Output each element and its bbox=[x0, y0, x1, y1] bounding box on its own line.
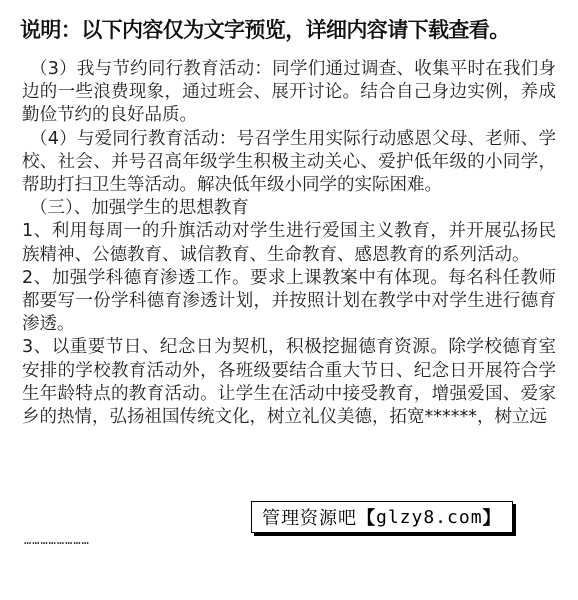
site-watermark bbox=[251, 501, 513, 533]
truncation-dots: …………………… bbox=[24, 533, 90, 547]
preview-notice: 说明：以下内容仅为文字预览，详细内容请下载查看。 bbox=[20, 18, 510, 42]
watermark-site: glzy8.com bbox=[376, 506, 483, 528]
paragraph-point-1: 1、利用每周一的升旗活动对学生进行爱国主义教育，并开展弘扬民族精神、公德教育、诚信教育、生命教育、感恩教育的系列活动。 bbox=[22, 221, 556, 265]
paragraph-item-4: （4）与爱同行教育活动：号召学生用实际行动感恩父母、老师、学校、社会、并号召高年级学生积极主动关心、爱护低年级的小同学，帮助打扫卫生等活动。解决低年级小同学的实际困难。 bbox=[22, 128, 556, 196]
watermark-close-bracket: 】 bbox=[482, 508, 502, 529]
document-body bbox=[22, 58, 556, 429]
watermark-open-bracket: 【 bbox=[357, 508, 376, 529]
paragraph-point-2: 2、加强学科德育渗透工作。要求上课教案中有体现。每名科任教师都要写一份学科德育渗透计划，并按照计划在教学中对学生进行德育渗透。 bbox=[22, 267, 556, 335]
watermark-name: 管理资源吧 bbox=[262, 508, 357, 529]
paragraph-item-3: （3）我与节约同行教育活动：同学们通过调查、收集平时在我们身边的一些浪费现象，通过班会、展开讨论。结合自己身边实例，养成勤俭节约的良好品质。 bbox=[22, 59, 556, 126]
section-heading-3: （三）、加强学生的思想教育 bbox=[30, 198, 249, 219]
paragraph-point-3: 3、以重要节日、纪念日为契机，积极挖掘德育资源。除学校德育室安排的学校教育活动外，各班级要结合重大节日、纪念日开展符合学生年龄特点的教育活动。让学生在活动中接受教育，增强爱国、爱家乡的热情，弘扬祖国传统文化，树立礼仪美德，拓宽******，树立远 bbox=[22, 337, 556, 428]
